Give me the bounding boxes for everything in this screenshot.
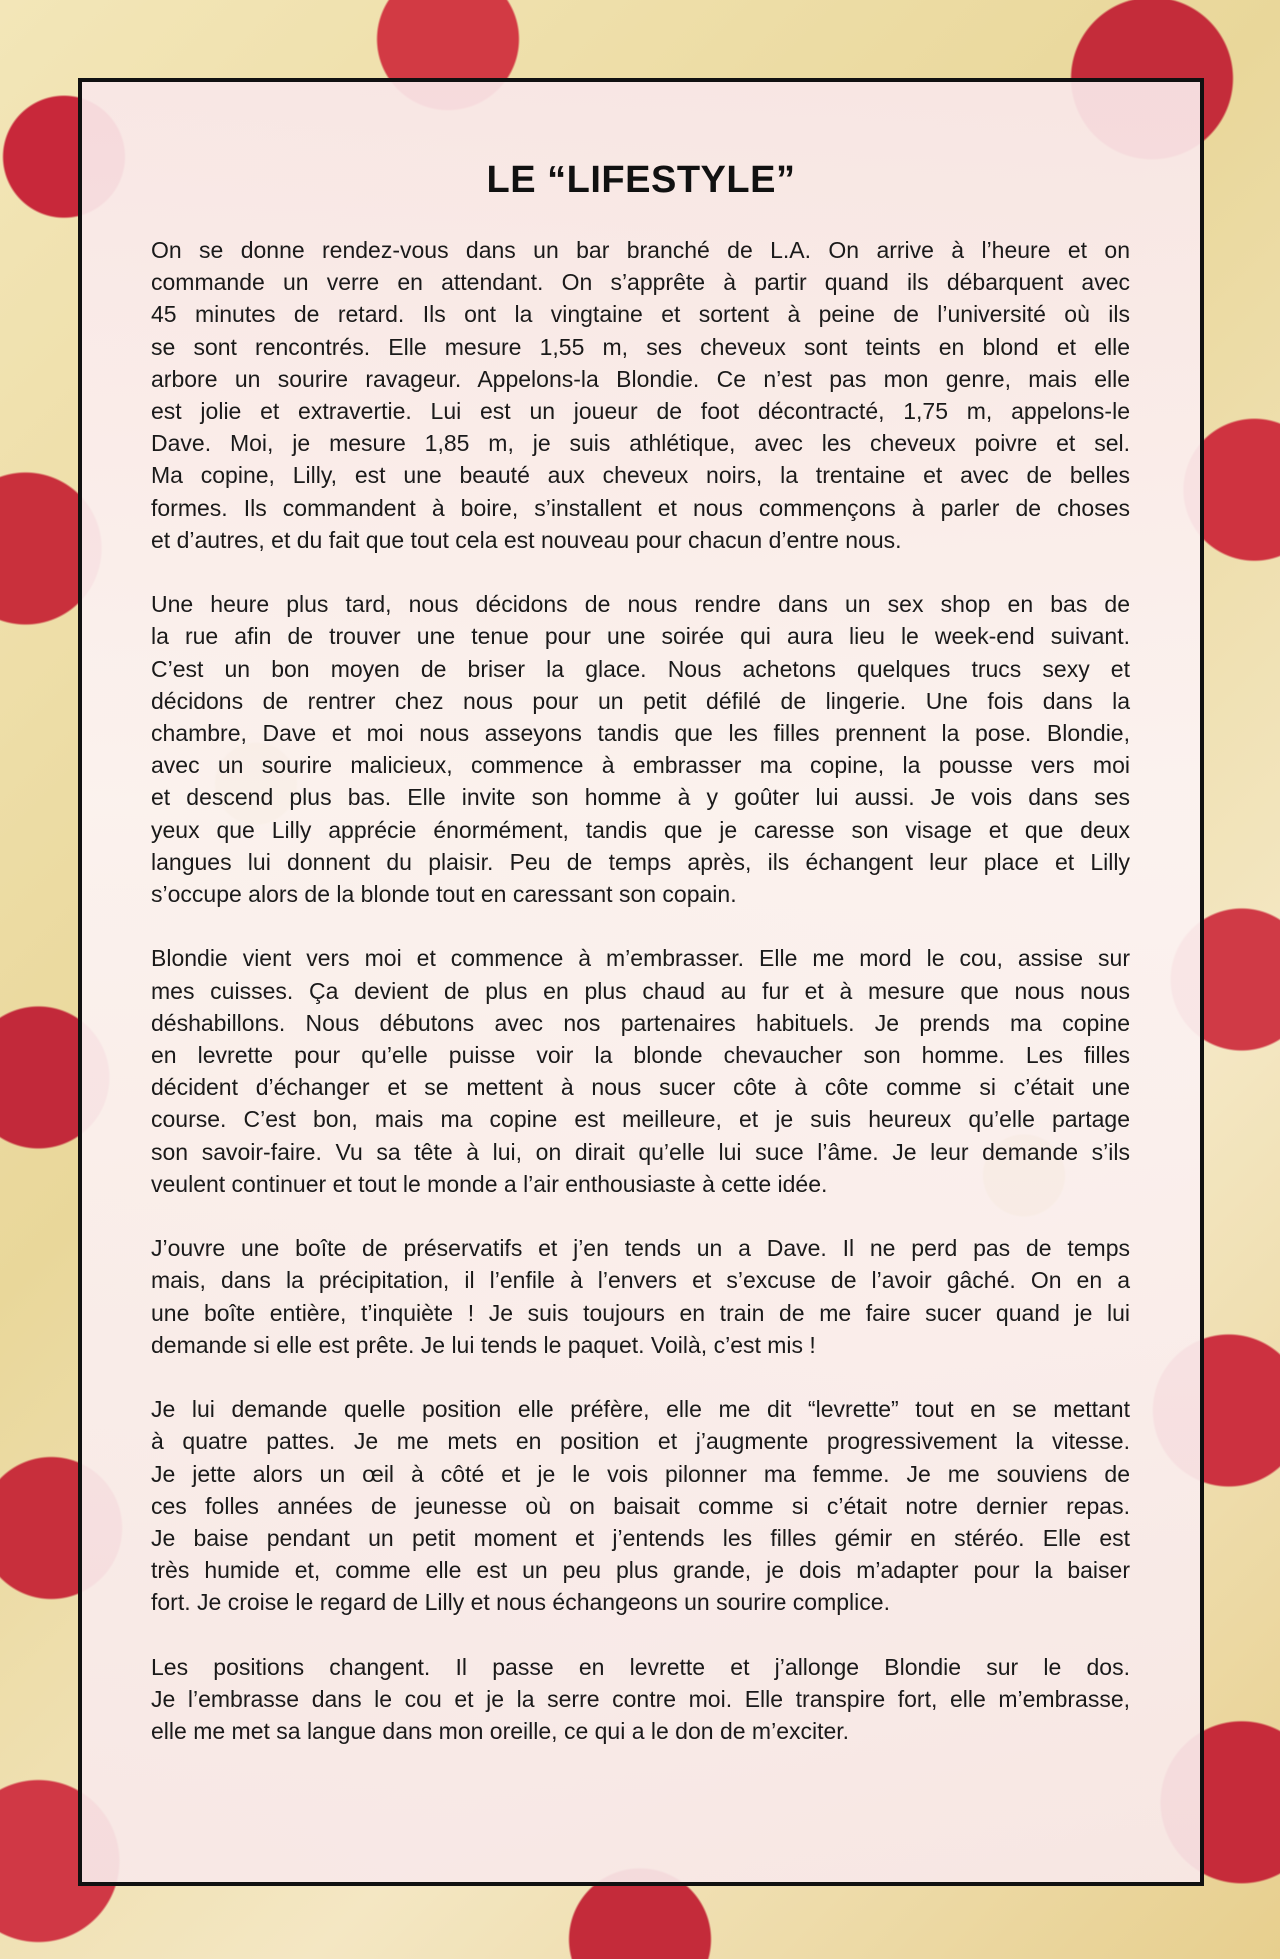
text-line: à quatre pattes. Je me mets en position et j’augmente progressivement la vitesse.: [151, 1428, 1130, 1455]
text-line: course. C’est bon, mais ma copine est meilleure, et je suis heureux qu’elle partage: [151, 1106, 1130, 1133]
text-line: Je baise pendant un petit moment et j’entends les filles gémir en stéréo. Elle est: [151, 1525, 1130, 1552]
text-line: s’occupe alors de la blonde tout en caressant son copain.: [151, 881, 737, 908]
text-line: formes. Ils commandent à boire, s’installent et nous commençons à parler de choses: [151, 494, 1130, 521]
text-line: mes cuisses. Ça devient de plus en plus chaud au fur et à mesure que nous nous: [151, 977, 1130, 1004]
text-line: veulent continuer et tout le monde a l’air enthousiaste à cette idée.: [151, 1170, 828, 1197]
paragraph: [151, 1651, 1130, 1748]
text-line: arbore un sourire ravageur. Appelons-la Blondie. Ce n’est pas mon genre, mais elle: [151, 365, 1130, 392]
text-line: On se donne rendez-vous dans un bar branché de L.A. On arrive à l’heure et on: [151, 237, 1130, 263]
paragraph: [151, 588, 1130, 910]
text-line: J’ouvre une boîte de préservatifs et j’en tends un a Dave. Il ne perd pas de temps: [151, 1235, 1130, 1262]
text-line: en levrette pour qu’elle puisse voir la blonde chevaucher son homme. Les filles: [151, 1042, 1130, 1069]
article-body: [151, 234, 1130, 1780]
text-line: avec un sourire malicieux, commence à embrasser ma copine, la pousse vers moi: [151, 752, 1130, 779]
text-line: est jolie et extravertie. Lui est un joueur de foot décontracté, 1,75 m, appelons-le: [151, 398, 1130, 425]
text-line: mais, dans la précipitation, il l’enfile à l’envers et s’excuse de l’avoir gâché. On en a: [151, 1267, 1130, 1294]
text-line: son savoir-faire. Vu sa tête à lui, on dirait qu’elle lui suce l’âme. Je leur demande s’ils: [151, 1138, 1130, 1165]
text-line: Je lui demande quelle position elle préfère, elle me dit “levrette” tout en se mettant: [151, 1396, 1130, 1423]
text-line: déshabillons. Nous débutons avec nos partenaires habituels. Je prends ma copine: [151, 1009, 1130, 1036]
paragraph: [151, 1232, 1130, 1361]
text-line: Blondie vient vers moi et commence à m’embrasser. Elle me mord le cou, assise sur: [151, 945, 1130, 972]
text-line: Je jette alors un œil à côté et je le vois pilonner ma femme. Je me souviens de: [151, 1460, 1130, 1487]
text-line: 45 minutes de retard. Ils ont la vingtaine et sortent à peine de l’université où ils: [151, 301, 1130, 328]
text-line: demande si elle est prête. Je lui tends le paquet. Voilà, c’est mis !: [151, 1331, 816, 1358]
text-line: Je l’embrasse dans le cou et je la serre contre moi. Elle transpire fort, elle m’embrasse,: [151, 1686, 1130, 1713]
text-line: ces folles années de jeunesse où on baisait comme si c’était notre dernier repas.: [151, 1492, 1130, 1519]
text-line: langues lui donnent du plaisir. Peu de temps après, ils échangent leur place et Lilly: [151, 848, 1130, 875]
text-line: yeux que Lilly apprécie énormément, tandis que je caresse son visage et que deux: [151, 816, 1130, 843]
text-line: Une heure plus tard, nous décidons de nous rendre dans un sex shop en bas de: [151, 591, 1130, 618]
text-line: commande un verre en attendant. On s’apprête à partir quand ils débarquent avec: [151, 269, 1130, 296]
text-line: décidons de rentrer chez nous pour un petit défilé de lingerie. Une fois dans la: [151, 687, 1130, 714]
text-line: elle me met sa langue dans mon oreille, ce qui a le don de m’exciter.: [151, 1718, 850, 1745]
text-line: Dave. Moi, je mesure 1,85 m, je suis athlétique, avec les cheveux poivre et sel.: [151, 430, 1130, 457]
text-line: se sont rencontrés. Elle mesure 1,55 m, ses cheveux sont teints en blond et elle: [151, 333, 1130, 360]
text-line: C’est un bon moyen de briser la glace. Nous achetons quelques trucs sexy et: [151, 655, 1130, 682]
text-line: très humide et, comme elle est un peu plus grande, je dois m’adapter pour la baiser: [151, 1557, 1130, 1584]
text-line: et descend plus bas. Elle invite son homme à y goûter lui aussi. Je vois dans ses: [151, 784, 1130, 811]
text-line: la rue afin de trouver une tenue pour une soirée qui aura lieu le week-end suivant.: [151, 623, 1130, 650]
text-line: Ma copine, Lilly, est une beauté aux cheveux noirs, la trentaine et avec de belles: [151, 462, 1130, 489]
text-line: et d’autres, et du fait que tout cela est nouveau pour chacun d’entre nous.: [151, 526, 902, 553]
text-line: une boîte entière, t’inquiète ! Je suis toujours en train de me faire sucer quand je lui: [151, 1299, 1130, 1326]
paragraph: [151, 942, 1130, 1200]
text-line: décident d’échanger et se mettent à nous sucer côte à côte comme si c’était une: [151, 1074, 1130, 1101]
paragraph: [151, 234, 1130, 556]
text-line: fort. Je croise le regard de Lilly et nous échangeons un sourire complice.: [151, 1589, 890, 1616]
text-line: Les positions changent. Il passe en levrette et j’allonge Blondie sur le dos.: [151, 1653, 1130, 1680]
paragraph: [151, 1393, 1130, 1618]
text-line: chambre, Dave et moi nous asseyons tandis que les filles prennent la pose. Blondie,: [151, 720, 1130, 747]
page-title: LE “LIFESTYLE”: [486, 159, 796, 201]
